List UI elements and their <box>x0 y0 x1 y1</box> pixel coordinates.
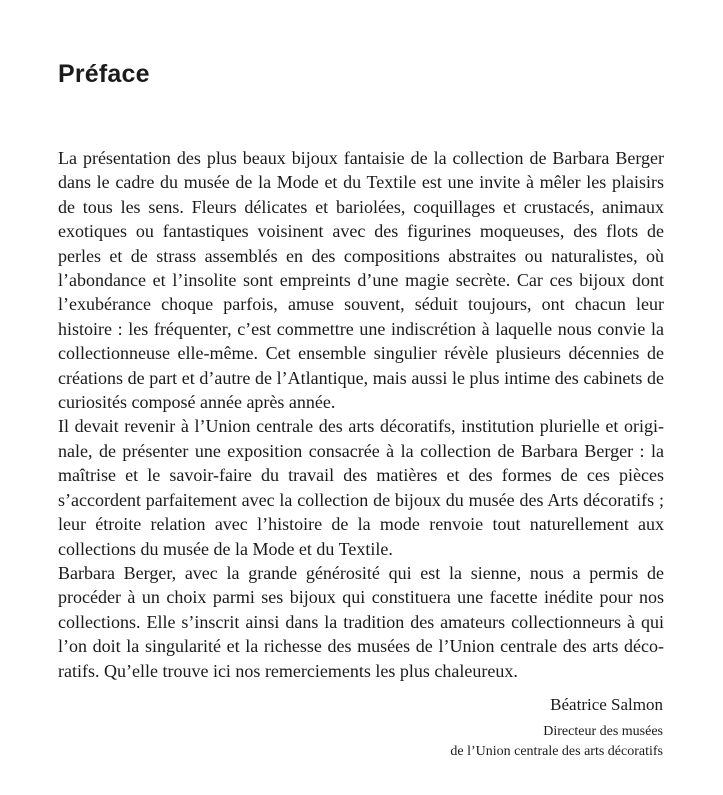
paragraph: Il devait revenir à l’Union centrale des arts décoratifs, institution plurielle et originale, de présenter une exposition consacrée à la collection de Barbara Berger : la maîtrise et le savoir-faire du travail des matières et des formes de ces pièces s’accordent parfaitement avec la collection de bijoux du musée des Arts décoratifs ; leur étroite relation avec l’histoire de la mode renvoie tout naturellement aux collections du musée de la Mode et du Textile. <box>58 416 664 559</box>
preface-body <box>58 146 664 683</box>
paragraph: La présentation des plus beaux bijoux fantaisie de la collection de Barbara Berger dans le cadre du musée de la Mode et du Textile est une invite à mêler les plaisirs de tous les sens. Fleurs délicates et bariolées, coquillages et crustacés, animaux exotiques ou fantastiques voisinent avec des figurines moqueuses, des flots de perles et de strass assemblés en des compositions abstraites ou naturalistes, où l’abondance et l’insolite sont empreints d’une magie secrète. Car ces bijoux dont l’exubérance choque parfois, amuse souvent, séduit toujours, ont chacun leur histoire : les fréquenter, c’est commettre une indiscrétion à laquelle nous convie la collectionneuse elle-même. Cet ensemble singulier révèle plusieurs décennies de créations de part et d’autre de l’Atlantique, mais aussi le plus intime des cabinets de curiosités composé année après année. <box>58 148 664 413</box>
signature-title-line: Directeur des musées <box>543 724 663 739</box>
page-title: Préface <box>58 60 150 88</box>
signature-name: Béatrice Salmon <box>550 695 663 714</box>
signature-title <box>450 722 663 762</box>
paragraph: Barbara Berger, avec la grande générosité qui est la sienne, nous a permis de procéder à un choix parmi ses bijoux qui constituera une facette inédite pour nos collections. Elle s’inscrit ainsi dans la tradition des amateurs collectionneurs à qui l’on doit la singularité et la richesse des musées de l’Union centrale des arts décoratifs. Qu’elle trouve ici nos remerciements les plus chaleureux. <box>58 562 664 681</box>
signature-title-line: de l’Union centrale des arts décoratifs <box>450 744 663 759</box>
